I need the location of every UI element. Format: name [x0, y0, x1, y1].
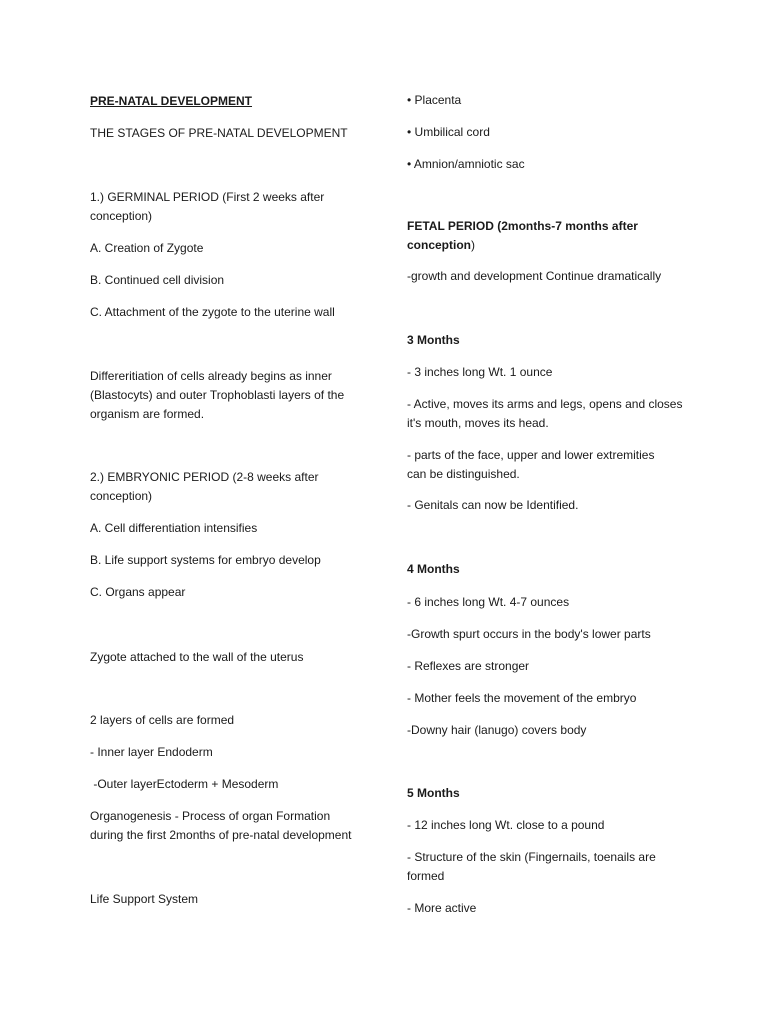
- month-4-mother: - Mother feels the movement of the embryo: [407, 691, 637, 705]
- month-4-size: - 6 inches long Wt. 4-7 ounces: [407, 595, 570, 609]
- germinal-heading-line2: conception): [90, 209, 153, 223]
- month-5-size: - 12 inches long Wt. close to a pound: [407, 818, 605, 832]
- month-4-reflexes: - Reflexes are stronger: [407, 659, 530, 673]
- layers-note: 2 layers of cells are formed: [90, 713, 235, 727]
- inner-layer: - Inner layer Endoderm: [90, 745, 213, 759]
- month-3-face-line1: - parts of the face, upper and lower extremities: [407, 448, 655, 462]
- bullet-umbilical-cord: • Umbilical cord: [407, 125, 490, 139]
- life-support-heading: Life Support System: [90, 892, 199, 906]
- month-5-active: - More active: [407, 901, 477, 915]
- differentiation-line3: organism are formed.: [90, 407, 205, 421]
- fetal-heading-line1: FETAL PERIOD (2months-7 months after: [407, 219, 638, 233]
- outer-layer: -Outer layerEctoderm + Mesoderm: [90, 777, 279, 791]
- month-4-heading: 4 Months: [407, 562, 460, 576]
- embryonic-item-b: B. Life support systems for embryo develop: [90, 553, 321, 567]
- germinal-item-b: B. Continued cell division: [90, 273, 225, 287]
- fetal-description: -growth and development Continue dramatically: [407, 269, 662, 283]
- embryonic-heading-line2: conception): [90, 489, 153, 503]
- germinal-heading-line1: 1.) GERMINAL PERIOD (First 2 weeks after: [90, 190, 325, 204]
- fetal-heading-line2-tail: ): [471, 238, 476, 252]
- month-3-active-line1: - Active, moves its arms and legs, opens and closes: [407, 397, 683, 411]
- stages-subtitle: THE STAGES OF PRE-NATAL DEVELOPMENT: [90, 126, 348, 140]
- month-5-heading: 5 Months: [407, 786, 460, 800]
- month-3-active-line2: it's mouth, moves its head.: [407, 416, 549, 430]
- bullet-placenta: • Placenta: [407, 93, 462, 107]
- month-3-size: - 3 inches long Wt. 1 ounce: [407, 365, 553, 379]
- month-5-skin-line1: - Structure of the skin (Fingernails, toenails are: [407, 850, 656, 864]
- month-3-heading: 3 Months: [407, 333, 460, 347]
- germinal-item-a: A. Creation of Zygote: [90, 241, 204, 255]
- fetal-heading-line2-text: conception: [407, 238, 472, 252]
- month-3-genitals: - Genitals can now be Identified.: [407, 498, 579, 512]
- embryonic-heading-line1: 2.) EMBRYONIC PERIOD (2-8 weeks after: [90, 470, 319, 484]
- bullet-amnion: • Amnion/amniotic sac: [407, 157, 525, 171]
- document-title: PRE-NATAL DEVELOPMENT: [90, 94, 253, 108]
- fetal-heading-line2: [407, 236, 475, 255]
- month-4-growth: -Growth spurt occurs in the body's lower parts: [407, 627, 651, 641]
- month-3-face-line2: can be distinguished.: [407, 467, 520, 481]
- differentiation-line1: Differeritiation of cells already begins as inner: [90, 369, 332, 383]
- month-4-hair: -Downy hair (lanugo) covers body: [407, 723, 587, 737]
- zygote-note: Zygote attached to the wall of the uterus: [90, 650, 304, 664]
- organogenesis-line1: Organogenesis - Process of organ Formation: [90, 809, 331, 823]
- germinal-item-c: C. Attachment of the zygote to the uterine wall: [90, 305, 335, 319]
- embryonic-item-c: C. Organs appear: [90, 585, 186, 599]
- organogenesis-line2: during the first 2months of pre-natal development: [90, 828, 352, 842]
- month-5-skin-line2: formed: [407, 869, 445, 883]
- differentiation-line2: (Blastocyts) and outer Trophoblasti layers of the: [90, 388, 345, 402]
- embryonic-item-a: A. Cell differentiation intensifies: [90, 521, 258, 535]
